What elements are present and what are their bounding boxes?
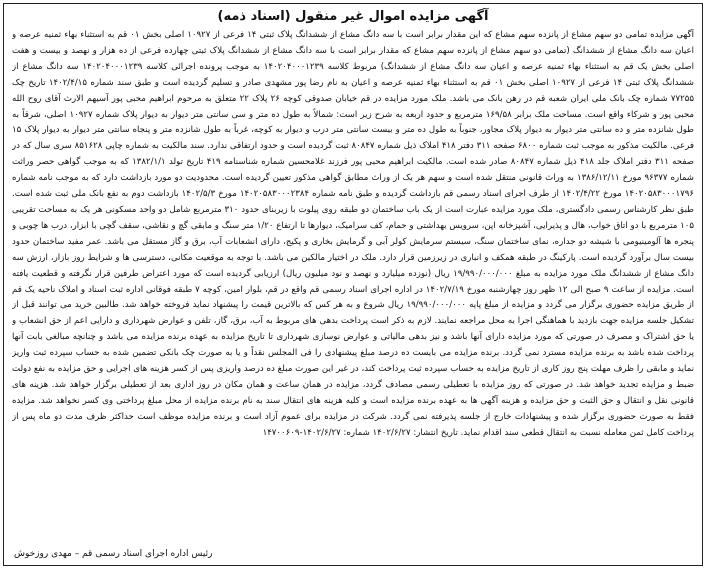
notice-signature: رئیس اداره اجرای اسناد رسمی قم – مهدی روزخوش xyxy=(14,549,213,559)
notice-body: آگهی مزایده تمامی دو سهم مشاع از پانزده سهم مشاع که این مقدار برابر است با سه دانگ مشاع از ششدانگ پلاک ثبتی ۱۴ فرعی از ۱۰۹۲۷ اصلی بخش ۰۱ قم به استثناء بهاء ثمنیه عرصه و اعیان سه دانگ مشاع از ششدانگ (تمامی دو سهم مشاع از پانزده سهم مشاع که مقدار برابر است با سه دانگ مشاع از ششدانگ پلاک ثبتی چهارده فرعی از ده هزار و نهصد و بیست و هفت اصلی بخش یک قم به استثناء بهاء ثمنیه عرصه و اعیان سه دانگ مشاع از ششدانگ) مربوط کلاسه ۱۴۰۲۰۴۰۰۰۱۲۳۹ به موجب پرونده اجرائی کلاسه ۱۴۰۲۰۴۰۰۰۱۲۳۹ سه دانگ مشاع از ششدانگ پلاک ثبتی ۱۴ فرعی از ۱۰۹۲۷ اصلی بخش ۰۱ قم به استثناء بهاء ثمنیه عرصه و اعیان به نام رضا پور مشهدی صادر و تسلیم گردیده است و طبق سند شماره ۱۴۰۲/۴/۱۵ تاریخ چک ۷۷۲۵۵ شماره چک بانک ملی ایران شعبه قم در رهن بانک می باشد. ملک مورد مزایده در قم خیابان صدوقی کوچه ۲۶ پلاک ۲۲ متعلق به مرحوم ابراهیم محبی پور آسیهم الارث آقای روح الله محبی پور و شرکاء واقع است. مساحت ملک برابر ۱۶۹/۵۸ مترمربع و حدود اربعه به شرح زیر است: شمالاً به طول ده متر و سی سانتی متر دیوار به دیوار پلاک شماره ۱۰۹۲۷ اصلی، شرقاً به طول شانزده متر و ده سانتی متر دیوار به دیوار پلاک مجاور، جنوباً به طول ده متر و بیست سانتی متر درب و دیوار به کوچه، غرباً به طول شانزده متر و پنجاه سانتی متر دیوار به دیوار پلاک ۱۵ فرعی. مالکیت مذکور به موجب ثبت شماره ۶۸۰۰ صفحه ۳۱۱ دفتر ۴۱۸ املاک ذیل شماره ۸۰۸۴۷ ثبت گردیده است و حدود ارتفاقی ندارد. سند مالکیت به شماره چاپی ۸۵۱۶۲۸ سری سال که در صفحه ۳۱۱ دفتر املاک جلد ۴۱۸ ذیل شماره ۸۰۸۴۷ صادر شده است. مالکیت ابراهیم محبی پور فرزند غلامحسین شماره شناسنامه ۴۱۹ تاریخ تولد ۱۳۸۲/۱/۱ که به موجب گواهی حصر وراثت شماره ۹۶۳۷۷ مورخ ۱۳۸۶/۱۲/۱۱ به وراث قانونی منتقل شده است و سهم هر یک از وراث مطابق گواهی مذکور تعیین گردیده است. محدودیت دو مورد بازداشت دارد که به موجب نامه شماره ۱۴۰۲۰۵۸۳۰۰۰۱۷۹۶ مورخ ۱۴۰۲/۴/۲۲ از طرف اجرای اسناد رسمی قم بازداشت گردیده و طبق نامه شماره ۱۴۰۲۰۵۸۳۰۰۰۲۳۸۴ مورخ ۱۴۰۲/۵/۳ بازداشت دوم به نفع بانک ملی ثبت شده است. طبق نظر کارشناس رسمی دادگستری، ملک مورد مزایده عبارت است از یک باب ساختمان دو طبقه روی پیلوت با زیربنای حدود ۳۱۰ مترمربع شامل دو واحد مسکونی هر یک به مساحت تقریبی ۱۰۵ مترمربع با دو اتاق خواب، هال و پذیرایی، آشپزخانه اپن، سرویس بهداشتی و حمام، کف سرامیک، دیوارها تا ارتفاع ۱/۲۰ متر سنگ و مابقی گچ و نقاشی، سقف گچی با ابزار، درب ها چوبی و پنجره ها آلومینیومی با شیشه دو جداره، نمای ساختمان سنگ، سیستم سرمایش کولر آبی و گرمایش بخاری و پکیج، دارای انشعابات آب، برق و گاز مستقل می باشد. عمر مفید ساختمان حدود بیست سال برآورد گردیده است. پارکینگ در طبقه همکف و انباری در زیرزمین قرار دارد. ملک در اختیار مالکین می باشد. با توجه به موقعیت مکانی، دسترسی ها و شرایط روز بازار، ارزش سه دانگ مشاع از ششدانگ ملک مورد مزایده به مبلغ ۱۹/۹۹۰/۰۰۰/۰۰۰ ریال (نوزده میلیارد و نهصد و نود میلیون ریال) ارزیابی گردیده است که مورد اعتراض طرفین قرار نگرفته و قطعیت یافته است. مزایده از ساعت ۹ صبح الی ۱۲ ظهر روز چهارشنبه مورخ ۱۴۰۲/۷/۱۹ در اداره اجرای اسناد رسمی قم واقع در قم، بلوار امین، کوچه ۷ طبقه فوقانی اداره ثبت اسناد و املاک ناحیه یک قم از طریق مزایده حضوری برگزار می گردد و مزایده از مبلغ پایه ۱۹/۹۹۰/۰۰۰/۰۰۰ ریال شروع و به هر کس که بالاترین قیمت را پیشنهاد نماید فروخته خواهد شد. طالبین خرید می توانند قبل از تشکیل جلسه مزایده جهت بازدید با هماهنگی اجرا به محل مراجعه نمایند. لازم به ذکر است پرداخت بدهی های مربوط به آب، برق، گاز، تلفن و عوارض شهرداری و دارایی اعم از حق انشعاب و یا حق اشتراک و مصرف در صورتی که مورد مزایده دارای آنها باشد و نیز بدهی مالیاتی و عوارض نوسازی شهرداری تا تاریخ مزایده به عهده برنده مزایده می باشد و چنانچه مبالغی بابت آنها پرداخت شده باشد به برنده مزایده مسترد نمی گردد. برنده مزایده می بایست ده درصد مبلغ پیشنهادی را فی المجلس نقداً و یا به صورت چک بانکی تضمین شده به حساب سپرده ثبت واریز نماید و مابقی را ظرف مهلت پنج روز کاری از تاریخ مزایده به حساب سپرده ثبت پرداخت کند، در غیر این صورت مبلغ ده درصد واریزی پس از کسر هزینه های اجرایی و حق مزایده به نفع دولت ضبط و مزایده تجدید خواهد شد. در صورتی که روز مزایده با تعطیلی رسمی مصادف گردد، مزایده در همان ساعت و همان مکان در روز اداری بعد از تعطیلی برگزار خواهد شد. هزینه های قانونی نقل و انتقال و حق الثبت و حق مزایده و هزینه آگهی ها به عهده برنده مزایده است و کلیه هزینه های انتقال سند به نام برنده مزایده از محل مبلغ پرداختی وی کسر نخواهد شد. مزایده فقط به صورت حضوری برگزار شده و پیشنهادات خارج از جلسه پذیرفته نمی گردد. شرکت در مزایده برای عموم آزاد است و برنده مزایده موظف است حداکثر ظرف مدت دو ماه پس از پرداخت کامل ثمن معامله نسبت به انتقال قطعی سند اقدام نماید. تاریخ انتشار: ۱۴۰۲/۶/۲۷ شماره: ۱۴۰۲/۶/۲۷-۱۴۷۰۰۶۰۹ xyxy=(12,30,694,438)
auction-notice xyxy=(3,3,703,566)
notice-title: آگهی مزایده اموال غیر منقول (اسناد ذمه) xyxy=(217,9,489,24)
